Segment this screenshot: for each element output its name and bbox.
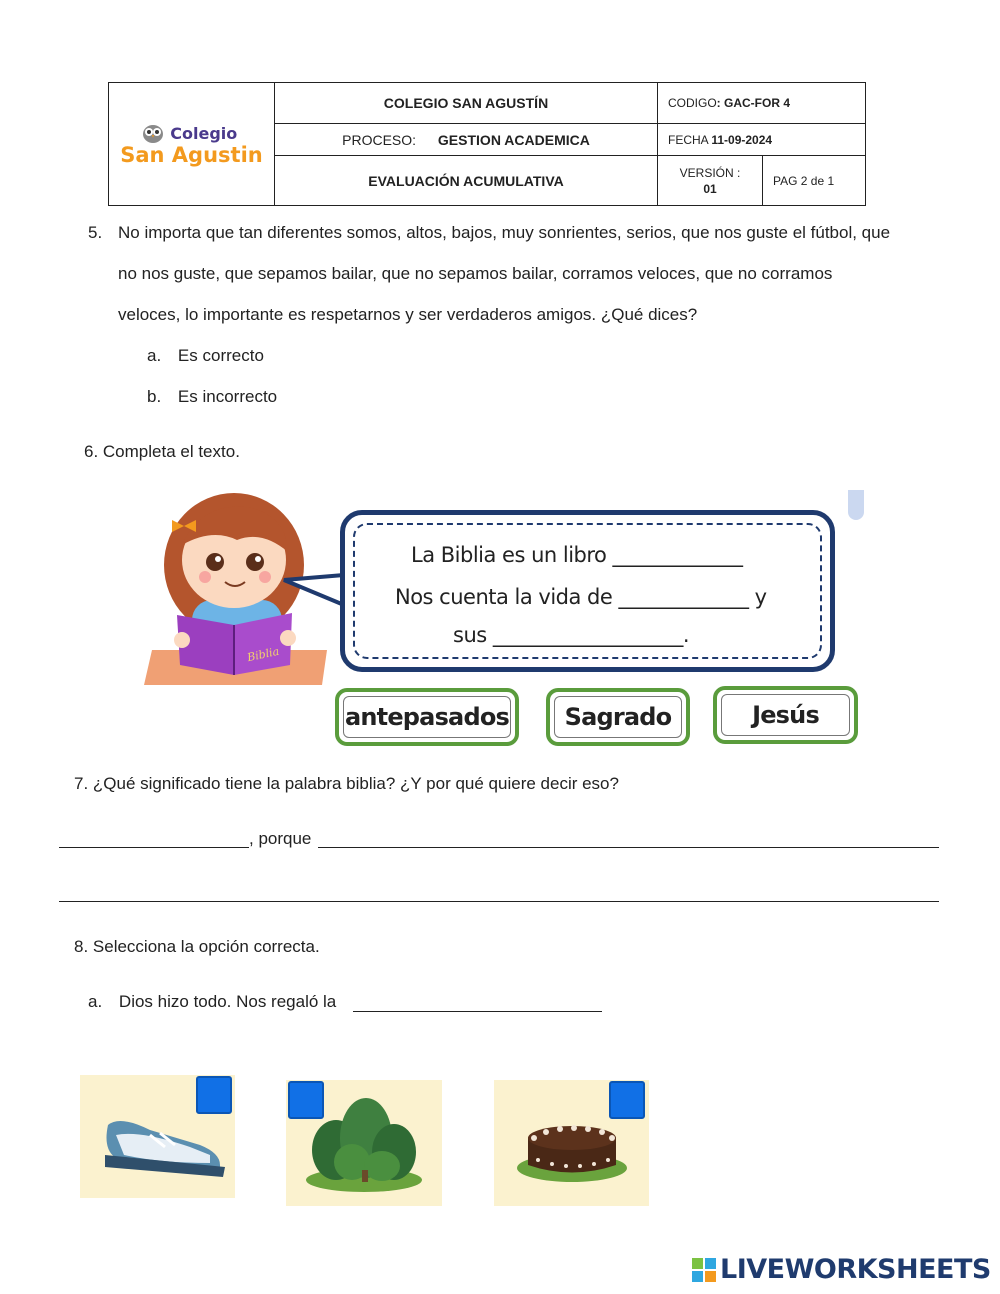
word-card-jesus[interactable]: Jesús (713, 686, 858, 744)
q5-line2: no nos guste, que sepamos bailar, que no sepamos bailar, corramos veloces, que no corramos (118, 264, 833, 283)
evaluation-title: EVALUACIÓN ACUMULATIVA (275, 156, 658, 206)
school-name: COLEGIO SAN AGUSTÍN (275, 83, 658, 124)
q8-answer-blank[interactable] (353, 1011, 602, 1012)
q5-option-b[interactable]: b. Es incorrecto (147, 387, 278, 406)
option-cake-checkbox[interactable] (609, 1081, 645, 1119)
bubble-line2: Nos cuenta la vida de _____________ y (395, 585, 767, 609)
q5-line1: No importa que tan diferentes somos, altos, bajos, muy sonrientes, serios, que nos guste el fútbol, que (118, 223, 891, 242)
liveworksheets-logo-icon (692, 1258, 716, 1282)
speech-bubble (340, 510, 835, 672)
q7-answer-blank-3[interactable] (59, 901, 939, 902)
q8-item-a: a. Dios hizo todo. Nos regaló la (88, 992, 337, 1011)
page-cell: PAG 2 de 1 (763, 156, 866, 206)
logo-line1: Colegio (170, 123, 238, 143)
q6-title: 6. Completa el texto. (84, 442, 240, 461)
proceso-cell: PROCESO: GESTION ACADEMICA (275, 124, 658, 156)
corner-decoration (848, 490, 864, 520)
q5-option-a[interactable]: a. Es correcto (147, 346, 264, 365)
liveworksheets-brand: LIVEWORKSHEETS (692, 1254, 991, 1285)
header-table (108, 82, 866, 206)
q7-answer-blank-1[interactable] (59, 847, 249, 848)
bubble-line3: sus ___________________. (453, 623, 690, 647)
q7-title: 7. ¿Qué significado tiene la palabra biblia? ¿Y por qué quiere decir eso? (74, 774, 619, 793)
logo-line2: San Agustin (120, 143, 263, 167)
option-cake[interactable] (494, 1080, 649, 1206)
word-card-sagrado[interactable]: Sagrado (546, 688, 690, 746)
owl-icon (140, 122, 166, 144)
word-card-antepasados[interactable]: antepasados (335, 688, 519, 746)
option-forest[interactable] (286, 1080, 442, 1206)
option-shoes[interactable] (80, 1075, 235, 1198)
option-forest-checkbox[interactable] (288, 1081, 324, 1119)
fecha-cell: FECHA 11-09-2024 (658, 124, 866, 156)
codigo-cell: CODIGO: GAC-FOR 4 (658, 83, 866, 124)
q8-title: 8. Selecciona la opción correcta. (74, 937, 320, 956)
option-shoes-checkbox[interactable] (196, 1076, 232, 1114)
version-cell: VERSIÓN : 01 (658, 156, 763, 206)
q5-line3: veloces, lo importante es respetarnos y ser verdaderos amigos. ¿Qué dices? (118, 305, 698, 324)
logo-cell (109, 83, 275, 206)
q7-answer-blank-2[interactable] (318, 847, 939, 848)
book-label: Biblia (246, 644, 281, 665)
q5-number: 5. (88, 223, 103, 242)
q7-porque: , porque (249, 829, 312, 848)
school-logo (120, 122, 262, 166)
bubble-line1: La Biblia es un libro _____________ (411, 543, 743, 567)
